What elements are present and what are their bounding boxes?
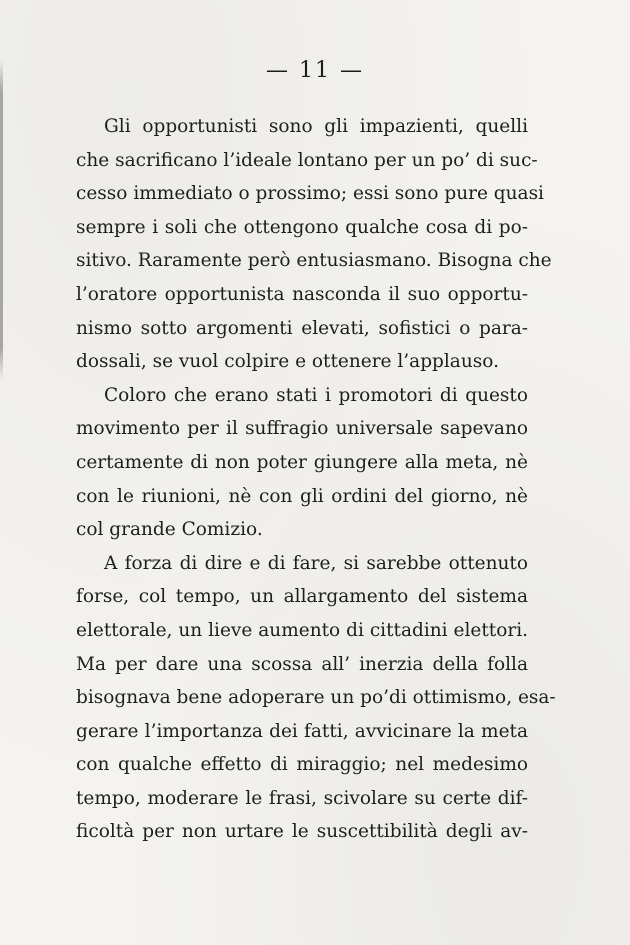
text-line: sitivo. Raramente però entusiasmano. Bisogna che: [76, 250, 552, 272]
text-line: gerare l’importanza dei fatti, avvicinare la meta: [76, 720, 528, 742]
text-line: l’oratore opportunista nasconda il suo opportu-: [76, 283, 528, 305]
text-line: ficoltà per non urtare le suscettibilità degli av-: [76, 821, 528, 843]
body-text: [76, 110, 556, 849]
text-line: Gli opportunisti sono gli impazienti, quelli: [104, 116, 528, 137]
page-edge-shadow: [0, 60, 3, 380]
text-line: certamente di non poter giungere alla meta, nè: [76, 451, 528, 473]
text-line: cesso immediato o prossimo; essi sono pure quasi: [76, 183, 544, 205]
paragraph-1: [76, 110, 552, 379]
text-line: dossali, se vuol colpire e ottenere l’applauso.: [76, 351, 499, 373]
text-line: movimento per il suffragio universale sapevano: [76, 418, 528, 440]
text-line: tempo, moderare le frasi, scivolare su certe dif-: [76, 787, 528, 809]
paragraph-2: [76, 379, 528, 547]
page-number: — 11 —: [266, 58, 364, 83]
text-line: Ma per dare una scossa all’ inerzia della folla: [76, 653, 528, 675]
text-line: nismo sotto argomenti elevati, sofistici o para-: [76, 317, 528, 339]
text-line: A forza di dire e di fare, si sarebbe ottenuto: [104, 552, 528, 574]
text-line: Coloro che erano stati i promotori di questo: [104, 384, 528, 406]
text-line: con le riunioni, nè con gli ordini del giorno, nè: [76, 485, 528, 507]
text-line: bisognava bene adoperare un po’di ottimismo, esa-: [76, 687, 556, 709]
text-line: elettorale, un lieve aumento di cittadini elettori.: [76, 619, 528, 641]
text-line: che sacrificano l’ideale lontano per un po’ di suc-: [76, 149, 538, 171]
text-line: col grande Comizio.: [76, 519, 263, 541]
paragraph-3: [76, 547, 556, 849]
text-line: sempre i soli che ottengono qualche cosa di po-: [76, 216, 528, 238]
text-line: con qualche effetto di miraggio; nel medesimo: [76, 754, 528, 776]
text-line: forse, col tempo, un allargamento del sistema: [76, 586, 528, 608]
